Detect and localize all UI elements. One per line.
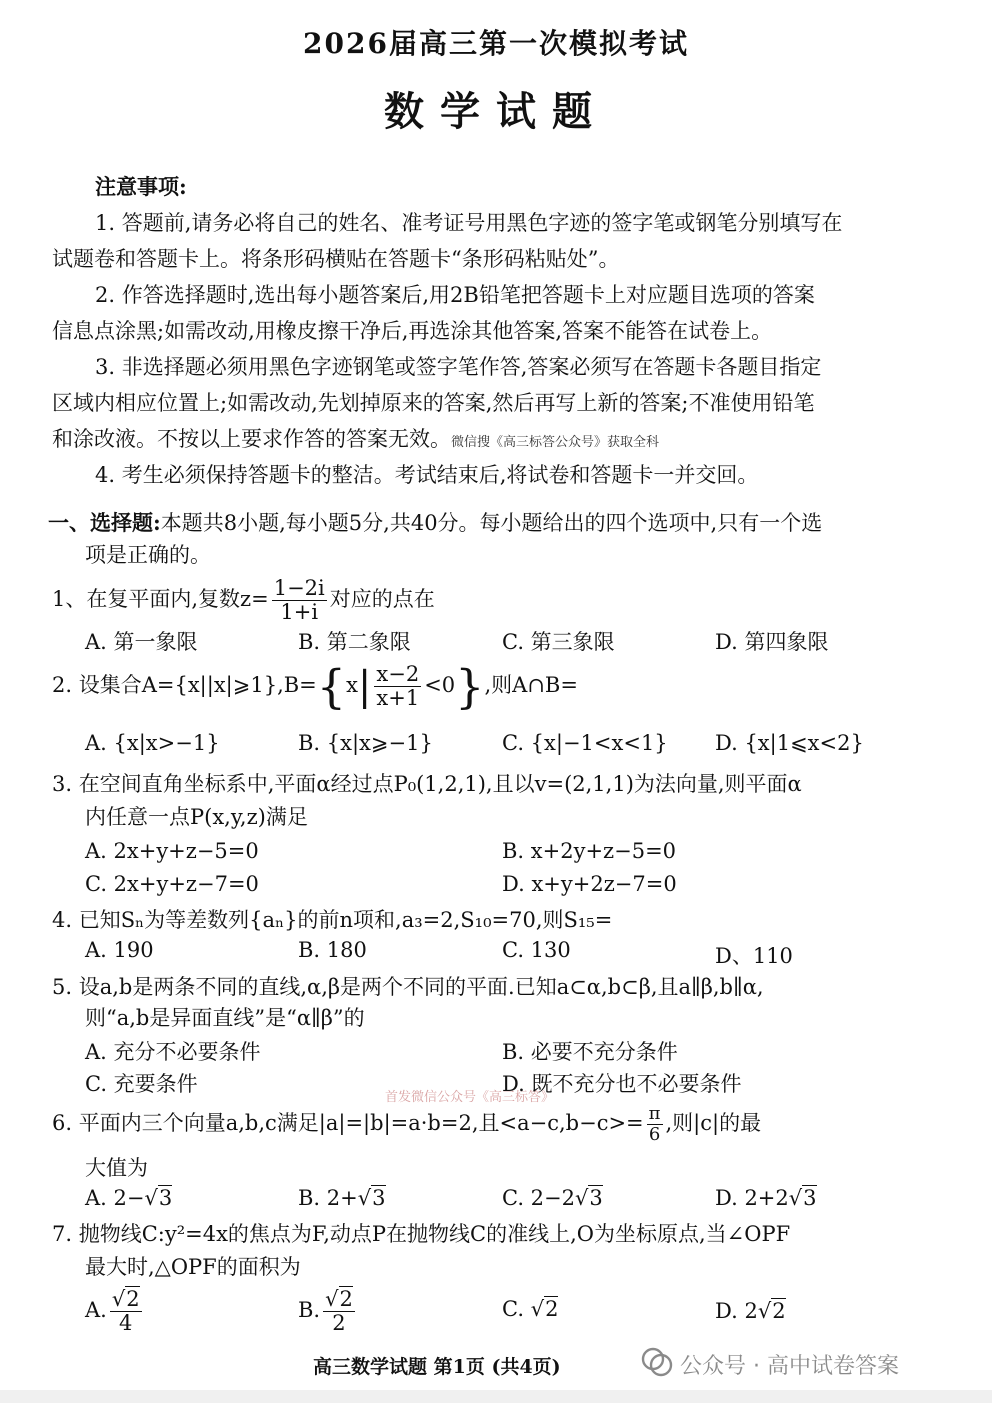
q2-brace-open: {	[316, 659, 347, 714]
q3-option-d: D. x+y+2z−7=0	[502, 872, 677, 896]
q7-line2: 最大时,△OPF的面积为	[85, 1255, 301, 1279]
q1-num: 1−2i	[273, 576, 325, 600]
q3-option-b: B. x+2y+z−5=0	[502, 839, 677, 863]
q4-option-a: A. 190	[85, 938, 154, 962]
q7-a-den: 4	[119, 1311, 133, 1336]
q6-option-a	[85, 1186, 172, 1210]
sqrt-icon: √	[144, 1186, 158, 1210]
q4-line1: 4. 已知Sₙ为等差数列{aₙ}的前n项和,a₃=2,S₁₀=70,则S₁₅=	[52, 908, 613, 932]
q7-option-b	[298, 1288, 358, 1335]
q2-stem	[52, 659, 578, 714]
q3-option-a: A. 2x+y+z−5=0	[85, 839, 259, 863]
q7-a-pre: A.	[85, 1298, 107, 1323]
q6-d-pre: D. 2+2	[715, 1186, 789, 1210]
notice-item3-line1: 3. 非选择题必须用黑色字迹钢笔或签字笔作答,答案必须写在答题卡各题目指定	[95, 355, 822, 379]
q4-option-d: D、110	[715, 944, 793, 968]
q6-b-rad: 3	[372, 1186, 386, 1210]
notice-item1-line1: 1. 答题前,请务必将自己的姓名、准考证号用黑色字迹的签字笔或钢笔分别填写在	[95, 211, 843, 235]
q6-den: 6	[648, 1123, 661, 1145]
q6-option-b	[298, 1186, 386, 1210]
q7-b-pre: B.	[298, 1298, 321, 1323]
notice-item3-line3-text: 和涂改液。不按以上要求作答的答案无效。	[52, 427, 451, 451]
q2-option-d: D. {x|1⩽x<2}	[715, 731, 864, 755]
wechat-badge-text: 公众号 · 高中试卷答案	[680, 1354, 899, 1379]
q3-option-c: C. 2x+y+z−7=0	[85, 872, 259, 896]
q7-d-rad: 2	[772, 1299, 786, 1323]
q2-num: x−2	[376, 662, 420, 686]
q6-num: π	[648, 1103, 661, 1124]
q5-option-a: A. 充分不必要条件	[85, 1040, 261, 1064]
q7-d-pre: D. 2	[715, 1299, 758, 1323]
q6-c-pre: C. 2−2	[502, 1186, 575, 1210]
q6-d-rad: 3	[803, 1186, 817, 1210]
q2-suffix: ,则A∩B=	[484, 673, 578, 698]
sqrt-icon: √	[325, 1287, 339, 1311]
q3-line2: 内任意一点P(x,y,z)满足	[85, 805, 308, 829]
q1-fraction	[272, 577, 327, 624]
q1-suffix: 对应的点在	[329, 587, 435, 612]
sqrt-icon: √	[788, 1186, 803, 1210]
q6-stem	[52, 1104, 761, 1145]
sqrt-icon: √	[575, 1186, 589, 1210]
q1-prefix: 1、在复平面内,复数z=	[52, 587, 269, 612]
section1-title	[48, 508, 822, 538]
sqrt-icon: √	[757, 1299, 772, 1323]
q7-b-num	[323, 1288, 355, 1312]
notice-item4: 4. 考生必须保持答题卡的整洁。考试结束后,将试卷和答题卡一并交回。	[95, 463, 759, 487]
q7-c-rad: 2	[545, 1297, 559, 1321]
notice-item2-line1: 2. 作答选择题时,选出每小题答案后,用2B铅笔把答题卡上对应题目选项的答案	[95, 283, 815, 307]
q3-line1: 3. 在空间直角坐标系中,平面α经过点P₀(1,2,1),且以v=(2,1,1)为法向量,则平面α	[52, 772, 802, 796]
q7-option-d	[715, 1299, 786, 1323]
q5-line1: 5. 设a,b是两条不同的直线,α,β是两个不同的平面.已知a⊂α,b⊂β,且a∥β,b∥α,	[52, 975, 764, 999]
q5-option-d: D. 既不充分也不必要条件	[502, 1072, 742, 1096]
q5-option-b: B. 必要不充分条件	[502, 1040, 678, 1064]
q7-b-den: 2	[332, 1311, 346, 1336]
notice-heading: 注意事项:	[95, 174, 187, 199]
q7-b-rad: 2	[339, 1287, 353, 1311]
q7-option-c	[502, 1297, 558, 1321]
q7-a-num	[110, 1288, 142, 1312]
section1-title-rest: 本题共8小题,每小题5分,共40分。每小题给出的四个选项中,只有一个选	[160, 511, 823, 535]
section1-title-bold: 一、选择题:	[48, 510, 161, 535]
q6-option-c	[502, 1186, 603, 1210]
q7-c-pre: C.	[502, 1297, 524, 1321]
q1-option-c: C. 第三象限	[502, 630, 615, 654]
q2-option-b: B. {x|x⩾−1}	[298, 731, 433, 755]
notice-item3-line3	[52, 424, 659, 458]
q2-option-a: A. {x|x>−1}	[85, 731, 220, 755]
wechat-official-account-icon	[640, 1345, 674, 1379]
q5-line2: 则“a,b是异面直线”是“α∥β”的	[85, 1006, 365, 1030]
q2-cond-tail: <0	[424, 673, 456, 698]
notice-item2-line2: 信息点涂黑;如需改动,用橡皮擦干净后,再选涂其他答案,答案不能答在试卷上。	[52, 319, 773, 343]
q2-brace-close: }	[455, 659, 485, 714]
notice-item1-line2: 试题卷和答题卡上。将条形码横贴在答题卡“条形码粘贴处”。	[52, 247, 620, 271]
q6-a-pre: A. 2−	[85, 1186, 145, 1210]
sqrt-icon: √	[357, 1186, 372, 1210]
notice-item3-line2: 区域内相应位置上;如需改动,先划掉原来的答案,然后再写上新的答案;不准使用铅笔	[52, 391, 815, 415]
q2-option-c: C. {x|−1<x<1}	[502, 731, 668, 755]
q6-fraction	[647, 1104, 663, 1145]
sqrt-icon: √	[530, 1297, 545, 1321]
q7-line1: 7. 抛物线C:y²=4x的焦点为F,动点P在抛物线C的准线上,O为坐标原点,当∠OPF	[52, 1222, 791, 1246]
subject-title: 数学试题	[384, 88, 608, 135]
q2-bar: |	[357, 663, 372, 710]
q6-suffix: ,则|c|的最	[665, 1110, 762, 1135]
q6-a-rad: 3	[158, 1186, 173, 1210]
q7-option-a	[85, 1288, 145, 1335]
q2-den: x+1	[376, 686, 420, 711]
q1-den: 1+i	[280, 600, 319, 625]
bottom-band	[0, 1390, 992, 1403]
q6-line2: 大值为	[85, 1156, 148, 1180]
q1-option-d: D. 第四象限	[715, 630, 829, 654]
q2-prefix: 2. 设集合A={x||x|⩾1},B=	[52, 673, 317, 698]
exam-title: 2026届高三第一次模拟考试	[303, 27, 689, 60]
q2-fraction	[374, 663, 421, 710]
q6-option-d	[715, 1186, 817, 1210]
q4-option-b: B. 180	[298, 938, 367, 962]
inline-watermark: 微信搜《高三标答公众号》获取全科	[451, 435, 660, 450]
q1-stem	[52, 577, 435, 624]
q1-option-a: A. 第一象限	[85, 630, 198, 654]
q7-a-rad: 2	[126, 1287, 140, 1311]
sqrt-icon: √	[111, 1287, 126, 1311]
q4-option-c: C. 130	[502, 938, 571, 962]
q7-b-fraction	[323, 1288, 355, 1335]
q6-c-rad: 3	[589, 1186, 603, 1210]
q6-prefix: 6. 平面内三个向量a,b,c满足|a|=|b|=a·b=2,且<a−c,b−c>=	[52, 1110, 644, 1135]
q5-watermark: 首发微信公众号《高三标答》	[385, 1090, 555, 1105]
q2-set-var: x	[346, 673, 358, 698]
q6-b-pre: B. 2+	[298, 1186, 358, 1210]
section1-title-line2: 项是正确的。	[85, 543, 211, 567]
q7-a-fraction	[110, 1288, 142, 1335]
q1-option-b: B. 第二象限	[298, 630, 411, 654]
q5-option-c: C. 充要条件	[85, 1072, 198, 1096]
page-footer: 高三数学试题 第1页 (共4页)	[313, 1356, 561, 1378]
